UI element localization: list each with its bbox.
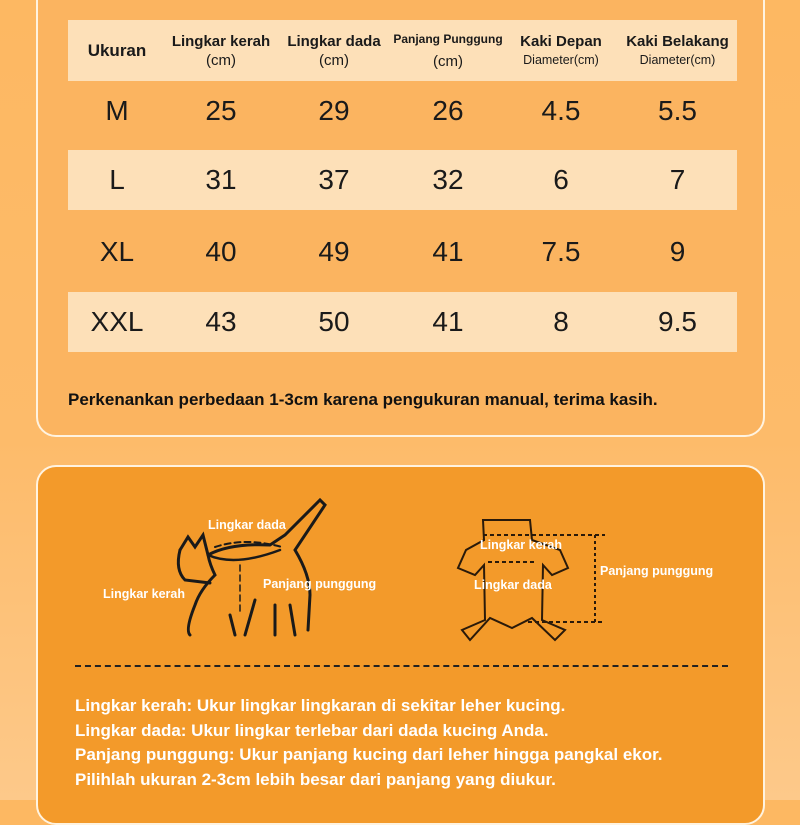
instruction-line: Panjang punggung: Ukur panjang kucing dari leher hingga pangkal ekor. bbox=[75, 745, 663, 764]
instruction-line: Lingkar kerah: Ukur lingkar lingkaran di sekitar leher kucing. bbox=[75, 696, 566, 715]
value-cell: 4.5 bbox=[541, 95, 581, 126]
header-title: Ukuran bbox=[87, 40, 147, 60]
value-cell: 32 bbox=[432, 164, 464, 195]
value-cell: 49 bbox=[318, 236, 350, 267]
value-cell: 37 bbox=[318, 164, 350, 195]
cat-neck-label: Lingkar kerah bbox=[103, 587, 185, 601]
value-cell: 40 bbox=[205, 236, 237, 267]
table-row bbox=[68, 150, 737, 210]
value-cell: 25 bbox=[205, 95, 237, 126]
instruction-line: Lingkar dada: Ukur lingkar terlebar dari dada kucing Anda. bbox=[75, 720, 549, 740]
header-unit: (cm) bbox=[206, 51, 236, 69]
value-cell: 5.5 bbox=[658, 95, 697, 126]
header-unit: Diameter(cm) bbox=[639, 52, 716, 67]
value-cell: 8 bbox=[553, 306, 569, 337]
value-cell: 26 bbox=[432, 95, 464, 126]
header-chest bbox=[276, 32, 392, 70]
instruction-line: Pilihlah ukuran 2-3cm lebih besar dari panjang yang diukur. bbox=[75, 769, 556, 789]
table-header bbox=[68, 20, 737, 81]
header-back bbox=[392, 30, 504, 71]
header-title: Panjang Punggung bbox=[393, 32, 503, 46]
clothes-back-label: Panjang punggung bbox=[600, 564, 714, 578]
size-cell: M bbox=[105, 95, 129, 126]
measurement-note: Perkenankan perbedaan 1-3cm karena pengukuran manual, terima kasih. bbox=[68, 390, 658, 409]
value-cell: 41 bbox=[432, 306, 464, 337]
value-cell: 9 bbox=[669, 236, 686, 267]
header-size bbox=[68, 41, 166, 61]
size-cell: XXL bbox=[90, 306, 144, 337]
header-unit: (cm) bbox=[319, 51, 349, 69]
header-unit: (cm) bbox=[433, 53, 463, 70]
header-title: Lingkar dada bbox=[287, 32, 381, 50]
size-cell: L bbox=[109, 164, 125, 195]
header-unit: Diameter(cm) bbox=[523, 52, 599, 67]
cat-chest-label: Lingkar dada bbox=[208, 518, 286, 532]
value-cell: 7 bbox=[669, 164, 686, 195]
divider bbox=[75, 665, 728, 667]
header-neck bbox=[166, 32, 276, 70]
value-cell: 43 bbox=[205, 306, 237, 337]
clothes-neck-label: Lingkar kerah bbox=[480, 538, 562, 552]
cat-back-label: Panjang punggung bbox=[263, 577, 377, 591]
header-front-leg bbox=[504, 32, 618, 70]
value-cell: 9.5 bbox=[658, 306, 697, 337]
measure-instructions bbox=[75, 694, 663, 792]
value-cell: 7.5 bbox=[541, 236, 581, 267]
header-title: Kaki Belakang bbox=[626, 32, 729, 50]
table-row bbox=[68, 218, 737, 286]
value-cell: 6 bbox=[553, 164, 569, 195]
table-row bbox=[68, 292, 737, 352]
size-cell: XL bbox=[99, 236, 135, 267]
value-cell: 29 bbox=[318, 95, 350, 126]
value-cell: 41 bbox=[432, 236, 464, 267]
table-row bbox=[68, 80, 737, 142]
clothes-chest-label: Lingkar dada bbox=[474, 578, 552, 592]
header-title: Lingkar kerah bbox=[171, 32, 271, 50]
header-title: Kaki Depan bbox=[520, 32, 602, 50]
header-back-leg bbox=[618, 32, 737, 70]
value-cell: 50 bbox=[318, 306, 350, 337]
value-cell: 31 bbox=[205, 164, 237, 195]
